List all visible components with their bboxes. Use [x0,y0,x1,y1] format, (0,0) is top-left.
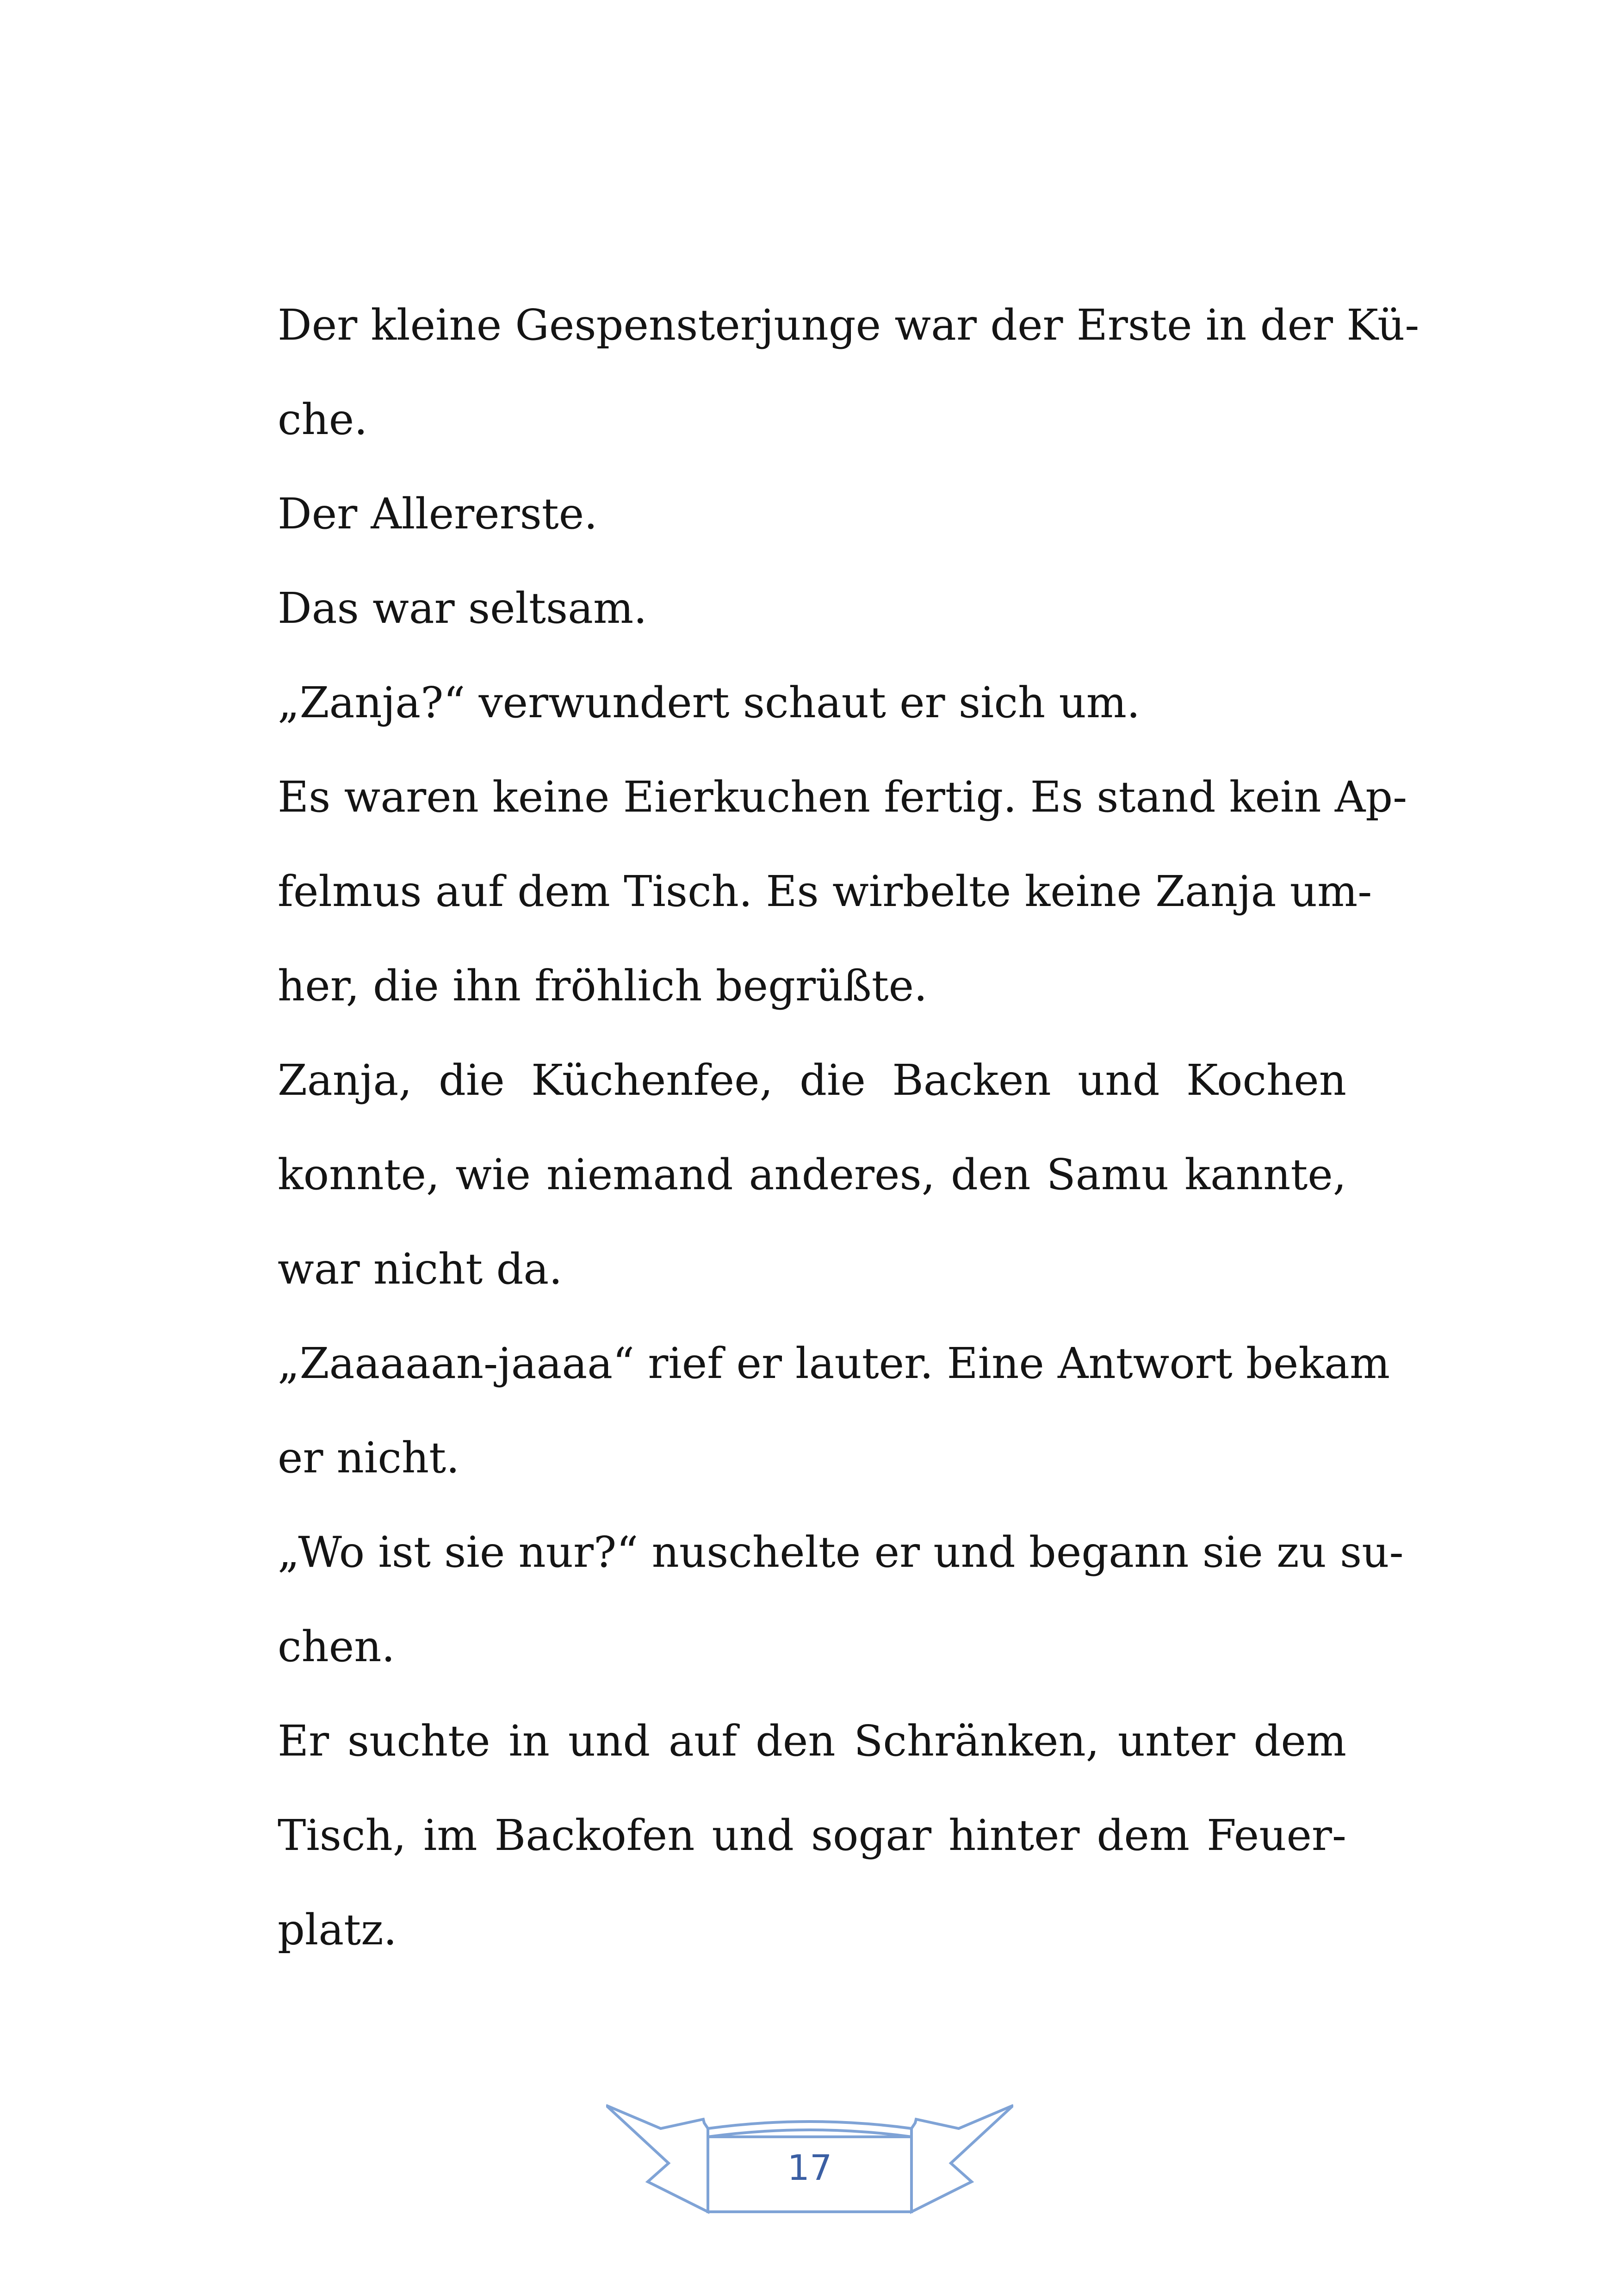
text-line: Der Allererste. [278,489,598,539]
text-line: Der kleine Gespensterjunge war der Erste in der Kü- [278,300,1420,350]
text-line: felmus auf dem Tisch. Es wirbelte keine Zanja um- [278,867,1372,916]
text-line: konnte, wie niemand anderes, den Samu kannte, [278,1150,1346,1199]
story-text [278,278,1420,1977]
text-line: her, die ihn fröhlich begrüßte. [278,961,928,1011]
page-number-ribbon [606,2101,1013,2216]
page-number: 17 [787,2147,832,2188]
text-line: Es waren keine Eierkuchen fertig. Es stand kein Ap- [278,772,1407,822]
text-line: „Zanja?“ verwundert schaut er sich um. [278,678,1141,727]
text-line: che. [278,395,368,444]
text-line: „Wo ist sie nur?“ nuschelte er und begann sie zu su- [278,1527,1404,1577]
text-line: Er suchte in und auf den Schränken, unter dem [278,1716,1346,1766]
text-line: Das war seltsam. [278,583,647,633]
text-line: Zanja, die Küchenfee, die Backen und Kochen [278,1055,1346,1105]
text-line: chen. [278,1622,395,1671]
text-line: platz. [278,1905,397,1955]
text-line: Tisch, im Backofen und sogar hinter dem Feuer- [278,1811,1346,1860]
text-line: er nicht. [278,1433,460,1483]
text-line: „Zaaaaan-jaaaa“ rief er lauter. Eine Antwort bekam [278,1339,1390,1388]
text-line: war nicht da. [278,1244,563,1294]
